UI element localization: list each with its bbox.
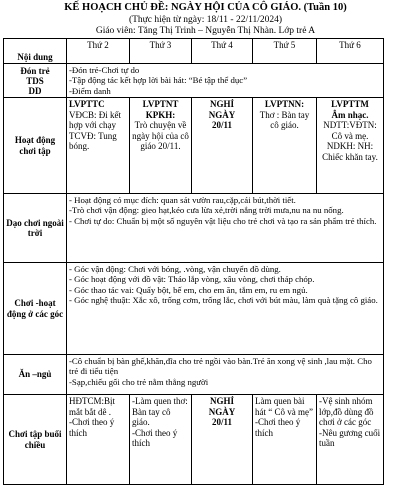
afternoon-text: HĐTCM:Bịt mắt bắt dê . [69,396,116,417]
holiday-text: 20/11 [211,120,232,130]
outdoor-content [67,194,384,263]
row-label-outdoor: Dạo chơi ngoài trời [4,194,67,263]
day-header-tue: Thứ 3 [130,39,192,64]
holiday-text: NGÀY [208,406,236,417]
row-activity [4,98,384,194]
activity-text: Trò chuyện về ngày hội của cô giáo 20/11. [132,120,189,151]
row-outdoor [4,194,384,263]
date-range: (Thực hiện từ ngày: 18/11 - 22/11/2024) [128,15,283,25]
activity-text: NDTT:VĐTN: Cô và mẹ. [323,120,377,141]
afternoon-wed-holiday [192,395,253,485]
row-label-corners: Chơi -hoạt động ở các góc [4,263,67,355]
morning-line: -Đón trẻ-Chơi tự do [69,65,140,75]
afternoon-thu [253,395,317,485]
morning-line: -Điểm danh [69,85,111,96]
holiday-text: NGHỈ [209,99,234,109]
corners-content [67,263,384,355]
activity-text: TCVĐ: Tung bóng. [69,130,117,151]
morning-line: -Tập động tác kết hợp lời bài hát: “Bé tập thể dục” [69,75,248,86]
row-morning [4,64,384,98]
morning-content [67,64,384,98]
domain-label: LVPTNN: [264,99,305,109]
outdoor-line: - Chơi tự do: Chuẩn bị một số nguyên vật liệu cho trẻ chơi và tạo ra sản phẩm trẻ thích. [69,215,377,226]
row-afternoon [4,395,384,485]
lunch-content [67,355,384,395]
activity-subject: Âm nhạc. [331,109,369,120]
afternoon-text: Làm quen bài hát “ Cô và mẹ” [255,396,313,417]
afternoon-text: -Vệ sinh nhóm lớp,đồ dùng đồ chơi ở các góc [319,396,374,427]
lunch-line: -Cô chuẩn bị bàn ghế,khăn,đĩa cho trẻ ngồi vào bàn.Trẻ ăn xong vệ sinh ,lau mặt. Cho trẻ đi tiểu tiện [69,356,372,377]
corners-line: - Góc thao tác vai: Quấy bột, bế em, cho em ăn, tắm em, ru em ngủ. [69,284,308,295]
row-label-activity: Hoạt động chơi tập [4,98,67,194]
day-header-wed: Thứ 4 [192,39,253,64]
activity-mon [67,98,130,194]
afternoon-text: -Chơi theo ý thích [255,417,301,438]
activity-fri [317,98,384,194]
holiday-text: NGÀY [208,109,236,120]
row-corners [4,263,384,355]
corners-line: - Góc nghệ thuật: Xắc xô, trống cơm, trống lắc, chơi với bút màu, làm quà tặng cô giáo. [69,294,378,305]
activity-thu [253,98,317,194]
domain-label: LVPTTM [331,99,369,109]
afternoon-mon [67,395,130,485]
row-label-lunch: Ăn –ngủ [4,355,67,395]
lunch-line: -Sạp,chiếu gối cho trẻ nằm thẳng người [69,376,209,387]
table-header-row [4,39,384,64]
day-header-fri: Thứ 6 [317,39,384,64]
corners-line: - Góc hoạt động với đồ vật: Tháo lắp vòng, xâu vòng, chơi tháp chóp. [69,274,315,285]
holiday-text: NGHỈ [209,396,234,406]
afternoon-text: -Làm quen thơ: Bàn tay cô giáo. [132,396,188,427]
row-lunch [4,355,384,395]
document-title: KẾ HOẠCH CHỦ ĐỀ: NGÀY HỘI CỦA CÔ GIÁO. (Tuần 10) [64,2,347,13]
holiday-text: 20/11 [211,417,232,427]
activity-tue [130,98,192,194]
day-header-thu: Thứ 5 [253,39,317,64]
activity-subject: KPKH: [145,109,176,120]
row-label-morning: Đón trẻ TDS DD [4,64,67,98]
day-header-mon: Thứ 2 [67,39,130,64]
afternoon-text: -Chơi theo ý thích [132,427,178,448]
afternoon-text: -Nêu gương cuối tuần [319,427,381,448]
domain-label: LVPTTC [69,99,105,109]
row-label-afternoon: Chơi tập buổi chiều [4,395,67,485]
outdoor-line: -Trò chơi vận động: gieo hạt,kéo cưa lừa xẻ,trời nắng trời mưa,nu na nu nống. [69,205,344,216]
corner-cell: Nội dung [4,39,67,64]
activity-text: Thơ : Bàn tay cô giáo. [259,109,310,130]
activity-wed-holiday [192,98,253,194]
plan-table [3,38,384,485]
activity-text: VĐCB: Đi kết hợp với chạy [69,109,122,130]
domain-label: LVPTNT [142,99,179,109]
activity-text: NDKH: NH: Chiếc khăn tay. [322,141,378,162]
teacher-line: Giáo viên: Tăng Thị Trinh – Nguyễn Thị Nhàn. Lớp trẻ A [95,26,316,36]
outdoor-line: - Hoạt động có mục đích: quan sát vườn rau,cặp,cái bút,thời tiết. [69,195,296,205]
afternoon-fri [317,395,384,485]
afternoon-tue [130,395,192,485]
afternoon-text: -Chơi theo ý thích [69,417,115,438]
corners-line: - Góc vận động: Chơi với bóng, .vòng, vận chuyển đồ dùng. [69,264,281,274]
